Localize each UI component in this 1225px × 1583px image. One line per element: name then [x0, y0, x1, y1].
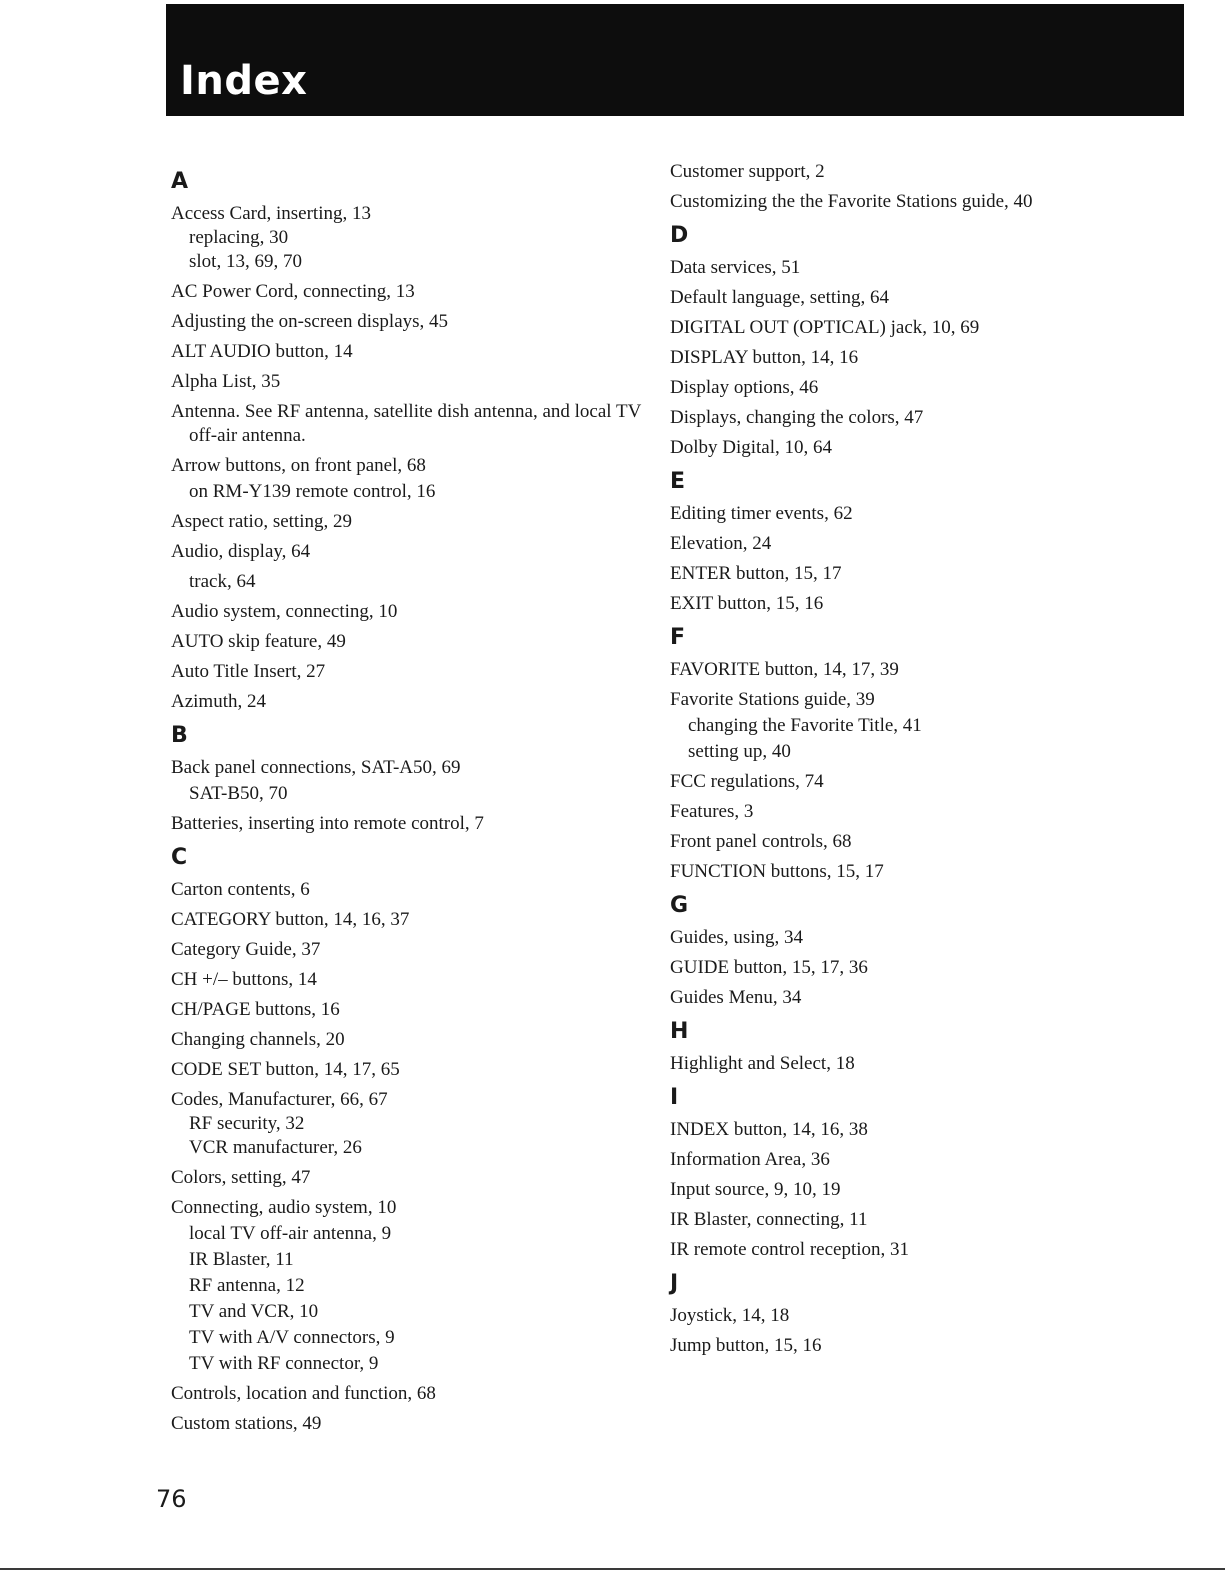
section-letter: I — [670, 1085, 679, 1110]
index-subentry: TV with A/V connectors, 9 — [189, 1327, 395, 1348]
index-subentry: TV and VCR, 10 — [189, 1301, 319, 1322]
index-entry: Antenna. See RF antenna, satellite dish antenna, and local TV off-air antenna. — [171, 401, 641, 446]
index-subentry: setting up, 40 — [688, 741, 791, 762]
index-subentry: VCR manufacturer, 26 — [189, 1137, 362, 1158]
index-entry: Editing timer events, 62 — [670, 503, 853, 524]
index-subentry: IR Blaster, 11 — [189, 1249, 294, 1270]
index-entry: Front panel controls, 68 — [670, 831, 852, 852]
index-column-right — [670, 160, 1140, 1364]
index-entry: INDEX button, 14, 16, 38 — [670, 1119, 868, 1140]
index-entry: Auto Title Insert, 27 — [171, 661, 326, 682]
index-entry: Joystick, 14, 18 — [670, 1305, 790, 1326]
index-entry: Adjusting the on-screen displays, 45 — [171, 311, 449, 332]
index-entry: Customizing the the Favorite Stations guide, 40 — [670, 191, 1033, 212]
header-band — [166, 4, 1184, 116]
index-entry: Custom stations, 49 — [171, 1413, 322, 1434]
index-entry: Back panel connections, SAT-A50, 69 — [171, 757, 461, 778]
section-letter: F — [670, 625, 686, 650]
index-entry: Controls, location and function, 68 — [171, 1383, 436, 1404]
index-entry: Features, 3 — [670, 801, 754, 822]
index-entry: Batteries, inserting into remote control, 7 — [171, 813, 484, 834]
index-entry: Elevation, 24 — [670, 533, 772, 554]
section-letter: H — [670, 1019, 689, 1044]
index-entry: Changing channels, 20 — [171, 1029, 345, 1050]
index-entry: EXIT button, 15, 16 — [670, 593, 824, 614]
index-entry: Colors, setting, 47 — [171, 1167, 311, 1188]
index-entry: Carton contents, 6 — [171, 879, 310, 900]
index-subentry: replacing, 30 — [189, 227, 289, 248]
index-subentry: on RM-Y139 remote control, 16 — [189, 481, 436, 502]
index-entry: Connecting, audio system, 10 — [171, 1197, 397, 1218]
index-entry: Azimuth, 24 — [171, 691, 266, 712]
index-entry: FAVORITE button, 14, 17, 39 — [670, 659, 899, 680]
index-entry: AC Power Cord, connecting, 13 — [171, 281, 415, 302]
index-entry: ENTER button, 15, 17 — [670, 563, 842, 584]
index-subentry: RF antenna, 12 — [189, 1275, 305, 1296]
index-entry: FUNCTION buttons, 15, 17 — [670, 861, 884, 882]
index-entry: Data services, 51 — [670, 257, 801, 278]
index-entry: Default language, setting, 64 — [670, 287, 889, 308]
index-entry: CH +/– buttons, 14 — [171, 969, 317, 990]
page-bottom-edge — [0, 1568, 1225, 1570]
index-entry: CODE SET button, 14, 17, 65 — [171, 1059, 400, 1080]
section-letter: C — [171, 845, 188, 870]
section-letter: G — [670, 893, 689, 918]
page-title: Index — [180, 58, 308, 104]
section-letter: D — [670, 223, 689, 248]
index-entry: DIGITAL OUT (OPTICAL) jack, 10, 69 — [670, 317, 980, 338]
index-entry: Audio, display, 64 — [171, 541, 311, 562]
index-subentry: RF security, 32 — [189, 1113, 305, 1134]
index-entry: Guides, using, 34 — [670, 927, 803, 948]
index-entry: ALT AUDIO button, 14 — [171, 341, 353, 362]
index-entry: AUTO skip feature, 49 — [171, 631, 346, 652]
index-column-left — [171, 160, 651, 1442]
index-entry: Highlight and Select, 18 — [670, 1053, 855, 1074]
index-entry: Dolby Digital, 10, 64 — [670, 437, 833, 458]
index-entry: Codes, Manufacturer, 66, 67 — [171, 1089, 388, 1110]
index-entry: Alpha List, 35 — [171, 371, 281, 392]
index-entry: Display options, 46 — [670, 377, 819, 398]
index-entry: DISPLAY button, 14, 16 — [670, 347, 859, 368]
index-entry: Audio system, connecting, 10 — [171, 601, 398, 622]
index-subentry: slot, 13, 69, 70 — [189, 251, 302, 272]
index-entry: Information Area, 36 — [670, 1149, 830, 1170]
index-subentry: track, 64 — [189, 571, 256, 592]
index-subentry: SAT-B50, 70 — [189, 783, 288, 804]
index-entry: Favorite Stations guide, 39 — [670, 689, 875, 710]
index-entry: GUIDE button, 15, 17, 36 — [670, 957, 868, 978]
index-entry: Aspect ratio, setting, 29 — [171, 511, 352, 532]
index-entry: Arrow buttons, on front panel, 68 — [171, 455, 426, 476]
index-entry: Category Guide, 37 — [171, 939, 321, 960]
index-entry: Input source, 9, 10, 19 — [670, 1179, 841, 1200]
index-entry: FCC regulations, 74 — [670, 771, 824, 792]
index-entry: Displays, changing the colors, 47 — [670, 407, 924, 428]
index-subentry: local TV off-air antenna, 9 — [189, 1223, 392, 1244]
index-entry: CH/PAGE buttons, 16 — [171, 999, 340, 1020]
index-entry: IR Blaster, connecting, 11 — [670, 1209, 868, 1230]
index-entry: Customer support, 2 — [670, 161, 825, 182]
page-number: 76 — [156, 1485, 187, 1513]
section-letter: A — [171, 169, 189, 194]
index-entry: CATEGORY button, 14, 16, 37 — [171, 909, 410, 930]
index-subentry: TV with RF connector, 9 — [189, 1353, 379, 1374]
section-letter: E — [670, 469, 686, 494]
index-entry: Guides Menu, 34 — [670, 987, 802, 1008]
index-entry: Jump button, 15, 16 — [670, 1335, 822, 1356]
section-letter: B — [171, 723, 188, 748]
index-subentry: changing the Favorite Title, 41 — [688, 715, 922, 736]
section-letter: J — [670, 1271, 679, 1296]
index-entry: IR remote control reception, 31 — [670, 1239, 910, 1260]
index-entry: Access Card, inserting, 13 — [171, 203, 371, 224]
